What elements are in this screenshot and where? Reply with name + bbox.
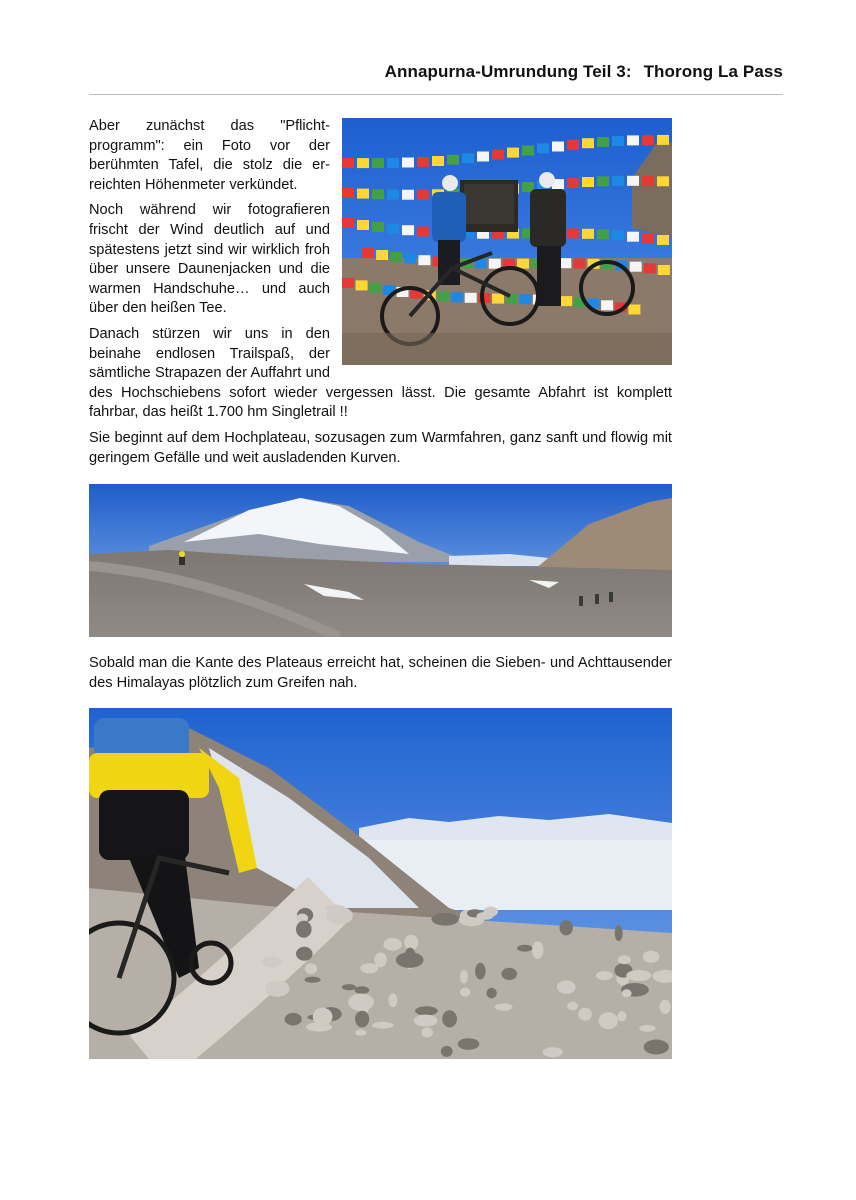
prayer-flag — [567, 228, 579, 238]
header-title-part1: Annapurna-Umrundung Teil 3: — [384, 62, 632, 81]
rock — [458, 1038, 480, 1050]
rock — [372, 1022, 393, 1029]
prayer-flag — [573, 258, 585, 268]
prayer-flag — [642, 233, 654, 243]
prayer-flag — [507, 148, 519, 158]
prayer-flag — [657, 176, 669, 186]
rock — [355, 986, 370, 994]
rock — [305, 977, 321, 983]
prayer-flag — [582, 177, 594, 187]
rock — [414, 1015, 438, 1027]
rock — [599, 1012, 618, 1029]
rock — [325, 905, 345, 912]
prayer-flag — [627, 135, 639, 145]
rock — [355, 1011, 369, 1028]
rock — [265, 981, 290, 997]
rock — [348, 994, 374, 1011]
rock — [660, 1000, 671, 1014]
rock — [421, 1028, 433, 1038]
rock — [615, 925, 623, 941]
prayer-flag — [492, 150, 504, 160]
prayer-flag — [462, 153, 474, 163]
prayer-flag — [657, 135, 669, 145]
rock — [501, 968, 517, 980]
prayer-flag — [357, 220, 369, 230]
prayer-flag — [489, 259, 501, 269]
prayer-flag — [492, 294, 504, 304]
prayer-flag — [642, 176, 654, 186]
prayer-flag — [417, 227, 429, 237]
prayer-flag — [537, 143, 549, 153]
rock — [431, 913, 458, 926]
prayer-flag — [404, 254, 416, 264]
article-body — [89, 117, 672, 1059]
prayer-flag — [447, 155, 459, 165]
rock — [560, 920, 573, 935]
prayer-flag — [612, 176, 624, 186]
rock — [285, 1013, 302, 1026]
prayer-flag — [567, 178, 579, 188]
prayer-flag — [387, 224, 399, 234]
paragraph-5: Sobald man die Kante des Plateaus erreicht hat, scheinen die Sieben- und Achttausender des Himalayas plötzlich zum Greifen nah. — [89, 655, 672, 691]
header-title-part2: Thorong La Pass — [643, 62, 783, 81]
prayer-flag — [597, 176, 609, 186]
rock — [644, 1040, 669, 1055]
prayer-flag — [387, 158, 399, 168]
rock — [262, 957, 282, 968]
rock — [475, 963, 485, 980]
prayer-flag — [627, 176, 639, 186]
page-header — [89, 62, 783, 82]
prayer-flag — [517, 259, 529, 269]
rock — [415, 1007, 438, 1016]
rock — [313, 1008, 333, 1026]
rock — [639, 1025, 655, 1032]
prayer-flag — [644, 263, 656, 273]
rock — [567, 1002, 578, 1011]
prayer-flag — [519, 294, 531, 304]
paragraph-4: Sie beginnt auf dem Hochplateau, sozusagen zum Warmfahren, ganz sanft und flowig mit geringem Gefälle und weit ausladenden Kurven. — [89, 429, 672, 466]
rock — [495, 1004, 513, 1011]
rock — [441, 1046, 453, 1057]
prayer-flag — [342, 278, 354, 288]
prayer-flag — [477, 152, 489, 162]
prayer-flag — [390, 252, 402, 262]
rock — [643, 951, 660, 963]
prayer-flag — [465, 293, 477, 303]
prayer-flag — [356, 280, 368, 290]
paragraph-1: Aber zunächst das "Pflichtprogramm": ein Foto vor der berühmten Tafel, die stolz die erreichten Höhenmeter verkündet. — [89, 118, 330, 193]
prayer-flag — [417, 157, 429, 167]
prayer-flag — [372, 189, 384, 199]
prayer-flag — [342, 218, 354, 228]
prayer-flag — [418, 255, 430, 265]
prayer-flag — [582, 138, 594, 148]
prayer-flag — [560, 296, 572, 306]
photo-high-plateau-panorama — [89, 484, 672, 637]
prayer-flag — [642, 135, 654, 145]
rock — [355, 1030, 366, 1036]
rock — [374, 953, 387, 968]
prayer-flag — [438, 291, 450, 301]
rock — [517, 945, 532, 952]
rock — [383, 938, 401, 951]
prayer-flag — [362, 248, 374, 258]
rock — [618, 1011, 627, 1021]
rock — [596, 971, 613, 980]
prayer-flag — [657, 235, 669, 245]
prayer-flag — [417, 190, 429, 200]
rock — [396, 952, 424, 968]
prayer-flag — [342, 158, 354, 168]
prayer-flag — [369, 283, 381, 293]
photo-summit-sign-prayer-flags — [342, 118, 672, 365]
prayer-flag — [601, 300, 613, 310]
rock — [442, 1010, 457, 1027]
prayer-flag — [582, 229, 594, 239]
prayer-flag — [612, 136, 624, 146]
rock — [460, 988, 470, 997]
rock — [622, 990, 632, 998]
rock — [486, 988, 496, 999]
rock — [296, 947, 313, 961]
rock — [618, 955, 631, 964]
prayer-flag — [612, 230, 624, 240]
prayer-flag — [342, 188, 354, 198]
rock — [626, 970, 651, 981]
prayer-flag — [451, 292, 463, 302]
rock — [305, 964, 317, 975]
paragraph-2: Noch während wir fotografieren frischt der Wind deutlich auf und spätestens jetzt sind wir wirklich froh über unsere Daunenjacken und die warmen Handschuhe… und auch über den heißen Tee. — [89, 202, 330, 317]
rock — [557, 981, 576, 994]
prayer-flag — [597, 137, 609, 147]
prayer-flag — [628, 305, 640, 315]
photo-descent-himalaya-view — [89, 708, 672, 1059]
prayer-flag — [522, 146, 534, 156]
rock — [460, 970, 468, 983]
prayer-flag — [630, 262, 642, 272]
prayer-flag — [357, 189, 369, 199]
rock — [532, 941, 543, 959]
prayer-flag — [376, 250, 388, 260]
prayer-flag — [552, 142, 564, 152]
prayer-flag — [627, 232, 639, 242]
header-rule — [89, 94, 783, 95]
rock — [296, 921, 312, 938]
prayer-flag — [559, 258, 571, 268]
rock — [578, 1008, 592, 1021]
prayer-flag — [432, 156, 444, 166]
prayer-flag — [597, 230, 609, 240]
prayer-flag — [387, 190, 399, 200]
rock — [543, 1047, 563, 1057]
prayer-flag — [402, 225, 414, 235]
prayer-flag — [357, 158, 369, 168]
prayer-flag — [372, 222, 384, 232]
prayer-flag — [402, 158, 414, 168]
prayer-flag — [567, 140, 579, 150]
rock — [360, 964, 378, 974]
prayer-flag — [658, 265, 670, 275]
rock — [342, 984, 356, 990]
rock — [388, 994, 397, 1008]
prayer-flag — [372, 158, 384, 168]
rock — [477, 912, 494, 920]
prayer-flag — [402, 190, 414, 200]
paragraph-3: Danach stürzen wir uns in den beinahe endlosen Trailspaß, der sämtliche Strapazen der Auffahrt und des Hochschiebens sofort wieder vergessen lässt. Die gesamte Abfahrt ist komplett fahrbar, das heißt 1.700 hm Singletrail !! — [89, 325, 672, 421]
